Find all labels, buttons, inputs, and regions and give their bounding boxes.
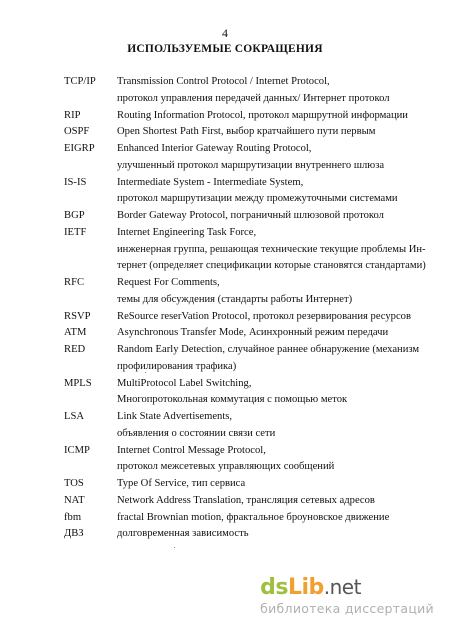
abbreviation-definition-line: профилирования трафика) bbox=[117, 360, 237, 372]
abbreviation-definition-line: объявления о состоянии связи сети bbox=[117, 427, 276, 439]
abbreviation-entry bbox=[0, 208, 450, 225]
abbreviation-definition-line: тернет (определяет спецификации которые становятся стандартами) bbox=[117, 260, 426, 272]
abbreviation-term: RED bbox=[64, 344, 86, 355]
abbreviation-row bbox=[0, 191, 450, 208]
abbreviation-entry bbox=[0, 493, 450, 510]
abbreviation-definition-line: Link State Advertisements, bbox=[117, 411, 233, 422]
abbreviation-definition-line: Request For Comments, bbox=[117, 277, 220, 288]
abbreviation-row bbox=[0, 242, 450, 259]
abbreviation-entry bbox=[0, 325, 450, 342]
abbreviation-definition-line: Type Of Service, тип сервиса bbox=[117, 478, 246, 489]
abbreviation-row bbox=[0, 292, 450, 309]
abbreviation-row bbox=[0, 443, 450, 460]
abbreviation-entry bbox=[0, 409, 450, 443]
abbreviation-row bbox=[0, 91, 450, 108]
abbreviation-row bbox=[0, 526, 450, 543]
abbreviation-definition-line: MultiProtocol Label Switching, bbox=[117, 377, 252, 389]
watermark-logo-ds: ds bbox=[260, 575, 288, 600]
abbreviation-definition-line: улучшенный протокол маршрутизации внутреннего шлюза bbox=[117, 159, 385, 171]
abbreviation-term: RIP bbox=[64, 109, 81, 121]
watermark-logo-net: .net bbox=[323, 575, 361, 599]
scan-speck bbox=[174, 547, 175, 548]
abbreviation-row bbox=[0, 108, 450, 125]
abbreviation-row bbox=[0, 493, 450, 510]
abbreviation-row bbox=[0, 309, 450, 326]
abbreviation-row bbox=[0, 342, 450, 359]
abbreviation-definition-line: Random Early Detection, случайное раннее обнаружение (механизм bbox=[117, 344, 420, 355]
abbreviation-entry bbox=[0, 309, 450, 326]
abbreviation-term: BGP bbox=[64, 210, 85, 221]
abbreviation-entry bbox=[0, 108, 450, 125]
abbreviation-row bbox=[0, 74, 450, 91]
abbreviation-definition-line: темы для обсуждения (стандарты работы Интернет) bbox=[117, 293, 353, 305]
abbreviation-term: MPLS bbox=[64, 377, 92, 389]
abbreviation-row bbox=[0, 325, 450, 342]
watermark-subtitle: библиотека диссертаций bbox=[260, 601, 434, 616]
abbreviation-entry bbox=[0, 476, 450, 493]
abbreviation-definition-line: Routing Information Protocol, протокол маршрутной информации bbox=[117, 109, 408, 121]
abbreviation-list bbox=[0, 74, 450, 543]
abbreviation-row bbox=[0, 376, 450, 393]
abbreviation-term: EIGRP bbox=[64, 143, 95, 154]
abbreviation-definition-line: Open Shortest Path First, выбор кратчайшего пути первым bbox=[117, 126, 376, 138]
abbreviation-entry bbox=[0, 275, 450, 309]
watermark bbox=[260, 575, 434, 616]
abbreviation-definition-line: ReSource reserVation Protocol, протокол резервирования ресурсов bbox=[117, 310, 411, 322]
abbreviation-term: IETF bbox=[64, 226, 87, 238]
abbreviation-entry bbox=[0, 74, 450, 108]
abbreviation-row bbox=[0, 426, 450, 443]
abbreviation-definition-line: Border Gateway Protocol, пограничный шлюзовой протокол bbox=[117, 210, 384, 221]
abbreviation-term: TOS bbox=[64, 478, 84, 489]
abbreviation-definition-line: Network Address Translation, трансляция сетевых адресов bbox=[117, 494, 375, 506]
abbreviation-entry bbox=[0, 510, 450, 527]
abbreviation-term: ICMP bbox=[64, 444, 90, 456]
abbreviation-definition-line: fractal Brownian motion, фрактальное броуновское движение bbox=[117, 511, 390, 523]
abbreviation-term: RSVP bbox=[64, 310, 91, 322]
abbreviation-row bbox=[0, 510, 450, 527]
abbreviation-term: fbm bbox=[64, 511, 82, 523]
abbreviation-row bbox=[0, 158, 450, 175]
abbreviation-entry bbox=[0, 141, 450, 175]
scan-speck bbox=[145, 372, 146, 373]
abbreviation-term: NAT bbox=[64, 494, 85, 506]
page-title: ИСПОЛЬЗУЕМЫЕ СОКРАЩЕНИЯ bbox=[127, 43, 323, 55]
watermark-logo-lib: Lib bbox=[287, 575, 324, 600]
abbreviation-row bbox=[0, 409, 450, 426]
abbreviation-term: ДВЗ bbox=[64, 528, 84, 540]
abbreviation-definition-line: долговременная зависимость bbox=[117, 528, 249, 540]
abbreviation-row bbox=[0, 175, 450, 192]
abbreviation-definition-line: протокол управления передачей данных/ Интернет протокол bbox=[117, 92, 390, 104]
abbreviation-definition-line: протокол маршрутизации между промежуточными системами bbox=[117, 193, 398, 205]
abbreviation-row bbox=[0, 359, 450, 376]
abbreviation-entry bbox=[0, 376, 450, 410]
abbreviation-row bbox=[0, 141, 450, 158]
abbreviation-row bbox=[0, 275, 450, 292]
abbreviation-row bbox=[0, 392, 450, 409]
abbreviation-term: IS-IS bbox=[64, 176, 87, 188]
abbreviation-row bbox=[0, 124, 450, 141]
abbreviation-row bbox=[0, 258, 450, 275]
abbreviation-term: ATM bbox=[64, 327, 87, 339]
abbreviation-term: TCP/IP bbox=[64, 76, 96, 87]
abbreviation-row bbox=[0, 476, 450, 493]
abbreviation-definition-line: Многопротокольная коммутация с помощью меток bbox=[117, 394, 348, 406]
abbreviation-term: RFC bbox=[64, 277, 85, 288]
abbreviation-definition-line: протокол межсетевых управляющих сообщений bbox=[117, 461, 335, 473]
abbreviation-entry bbox=[0, 526, 450, 543]
abbreviation-row bbox=[0, 225, 450, 242]
abbreviation-entry bbox=[0, 175, 450, 209]
abbreviation-definition-line: Asynchronous Transfer Mode, Асинхронный режим передачи bbox=[117, 327, 389, 339]
abbreviation-definition-line: Internet Control Message Protocol, bbox=[117, 444, 266, 456]
abbreviation-term: LSA bbox=[64, 411, 85, 422]
abbreviation-definition-line: инженерная группа, решающая технические текущие проблемы Ин- bbox=[117, 243, 426, 255]
page-number: 4 bbox=[222, 26, 228, 40]
abbreviation-term: OSPF bbox=[64, 126, 90, 138]
abbreviation-row bbox=[0, 208, 450, 225]
abbreviation-entry bbox=[0, 342, 450, 376]
abbreviation-entry bbox=[0, 443, 450, 477]
abbreviation-definition-line: Enhanced Interior Gateway Routing Protocol, bbox=[117, 143, 312, 154]
abbreviation-definition-line: Internet Engineering Task Force, bbox=[117, 226, 257, 238]
abbreviation-entry bbox=[0, 124, 450, 141]
abbreviation-definition-line: Transmission Control Protocol / Internet Protocol, bbox=[117, 76, 330, 87]
abbreviation-entry bbox=[0, 225, 450, 275]
abbreviation-definition-line: Intermediate System - Intermediate System, bbox=[117, 176, 304, 188]
watermark-logo bbox=[260, 575, 434, 600]
abbreviation-row bbox=[0, 459, 450, 476]
